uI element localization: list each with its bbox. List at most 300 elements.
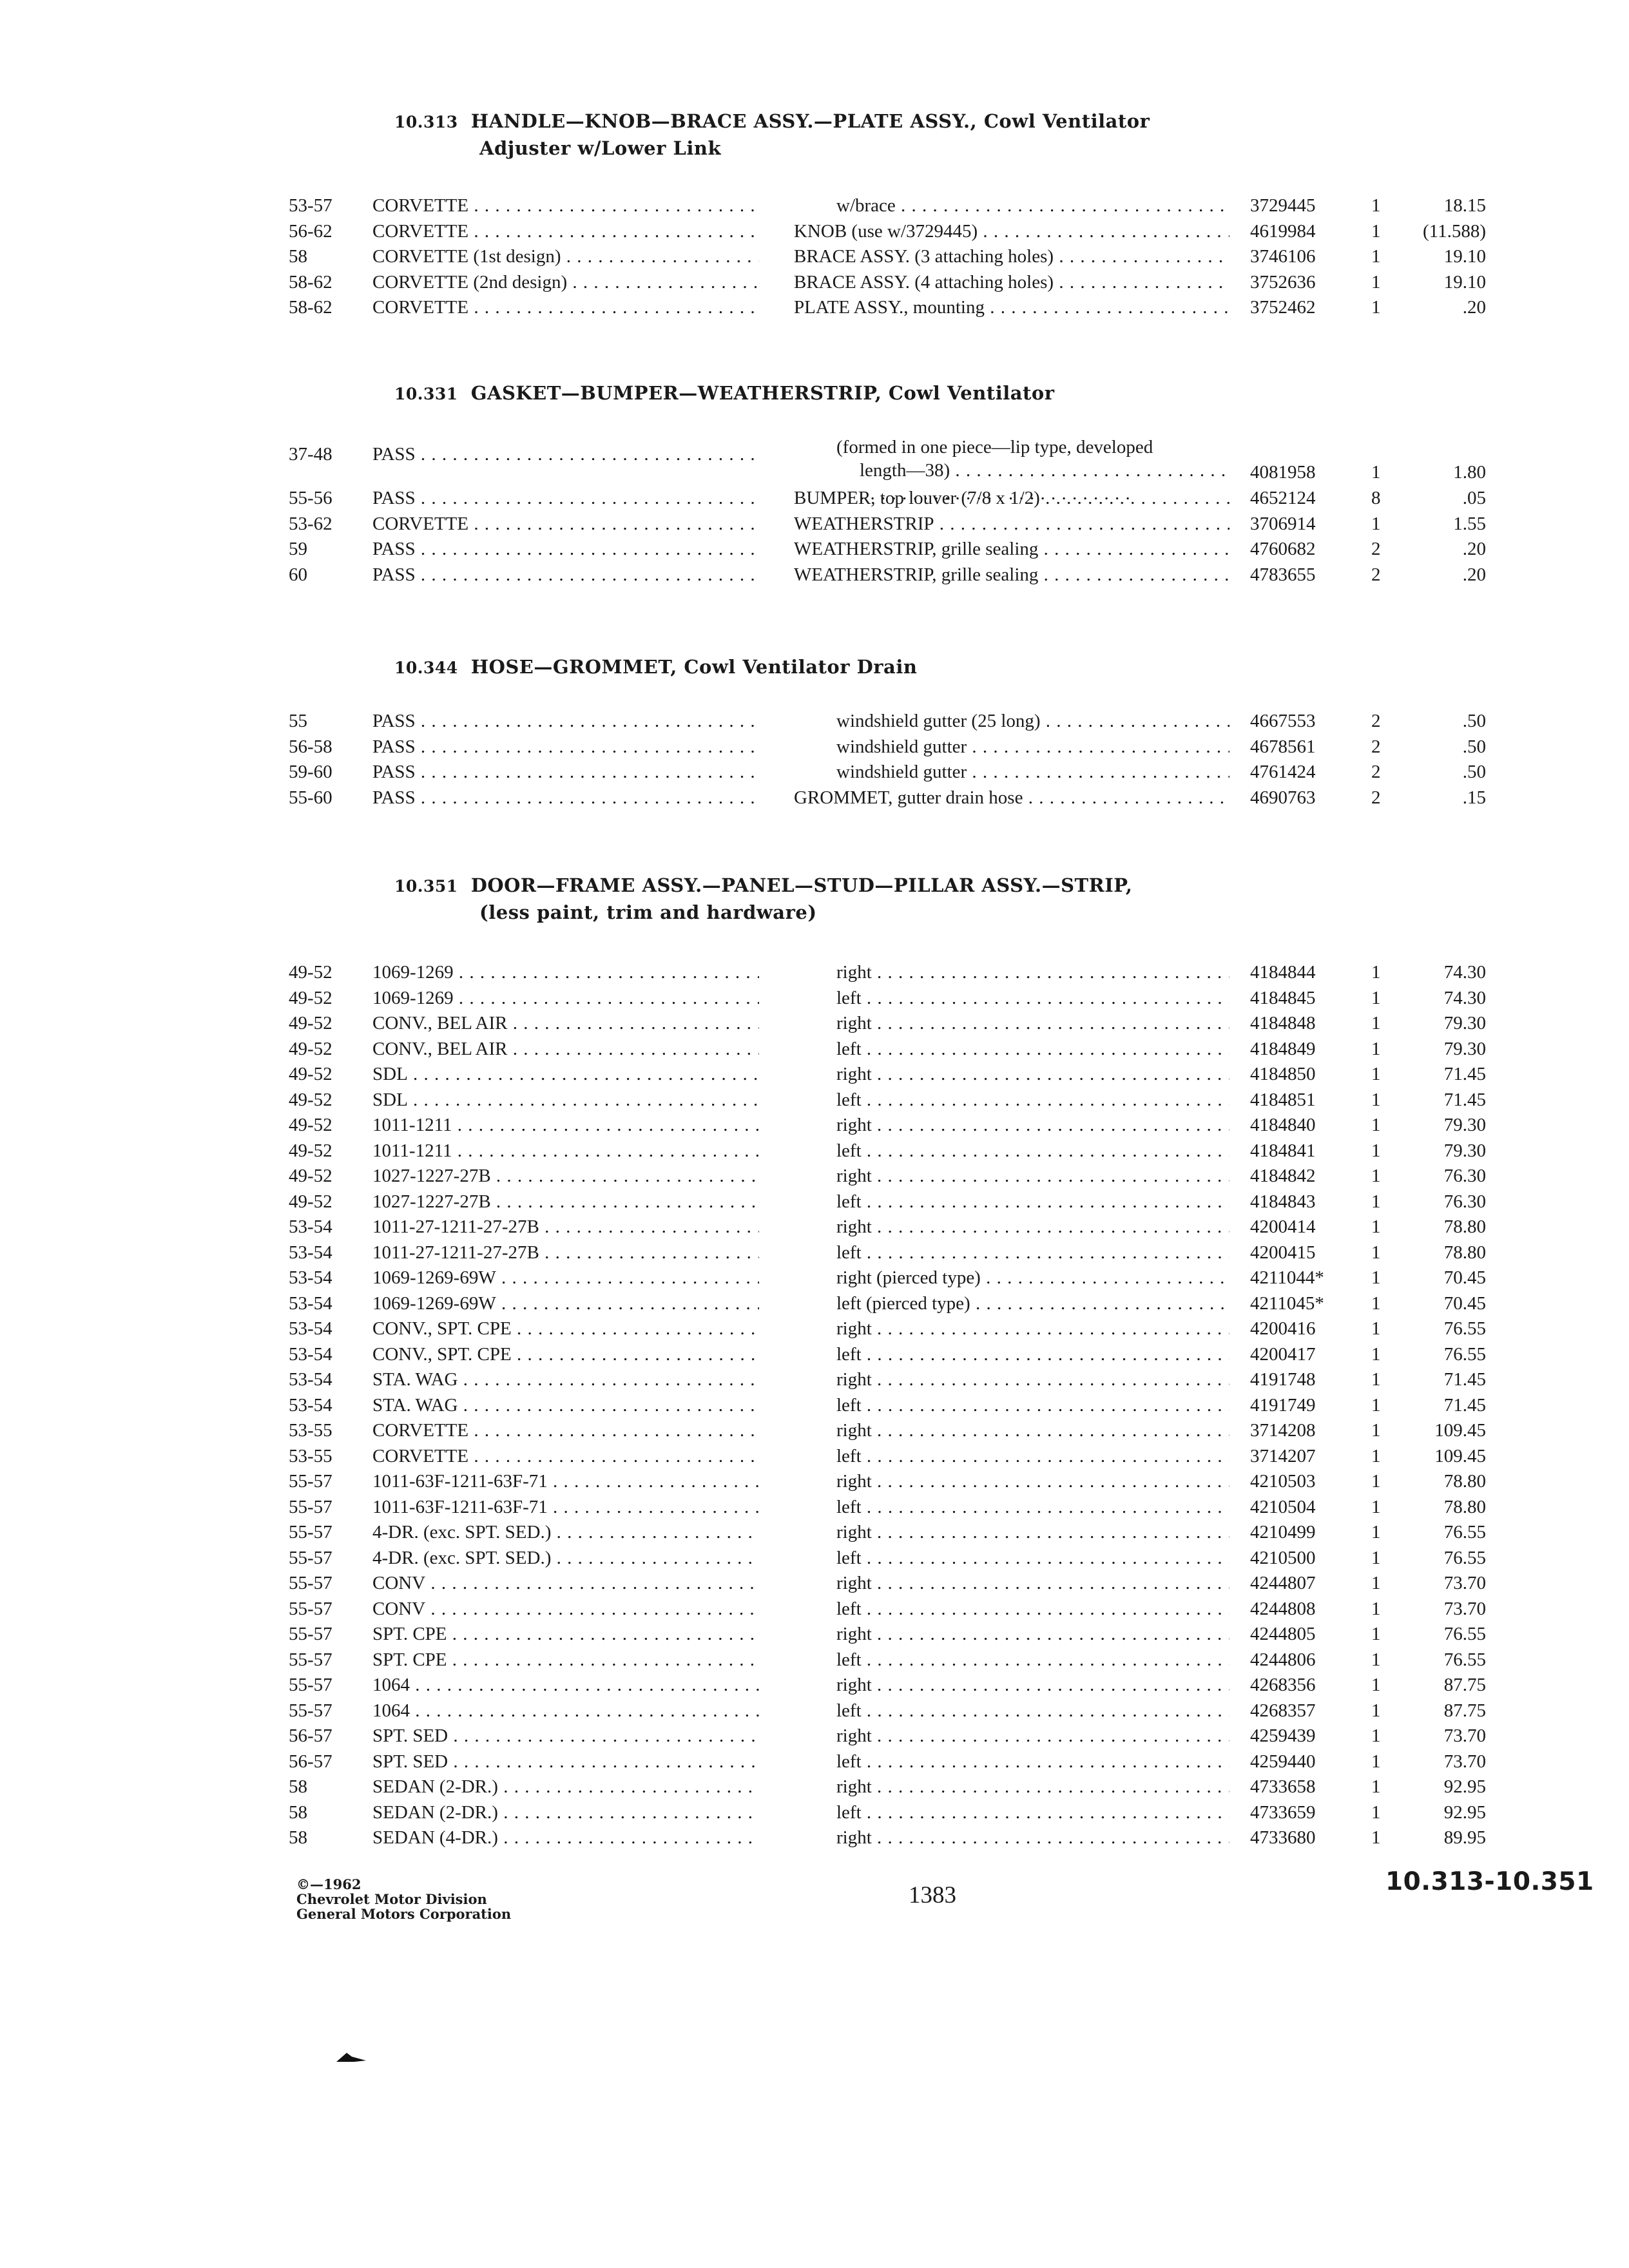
model-name: CONV . . .	[372, 1597, 759, 1622]
model-name: 1064 . . .	[372, 1673, 759, 1698]
description-line-2: length—38) . . .	[836, 459, 1229, 505]
part-number: 4783655	[1250, 564, 1316, 585]
model-name: 1011-27-1211-27-27B . . .	[372, 1215, 759, 1240]
price: 71.45	[1443, 1394, 1486, 1416]
part-number: 3729445	[1250, 195, 1316, 216]
model-name: STA. WAG . . .	[372, 1393, 759, 1419]
year-range: 58	[289, 246, 307, 267]
quantity: 1	[1371, 1445, 1381, 1466]
section-number: 10.351	[394, 877, 458, 896]
year-range: 55-57	[289, 1624, 333, 1644]
part-description: right . . .	[836, 1520, 1229, 1546]
part-number: 4200415	[1250, 1242, 1316, 1263]
price: 71.45	[1443, 1369, 1486, 1390]
part-description: right . . .	[836, 1367, 1229, 1393]
price: 76.55	[1443, 1624, 1486, 1644]
quantity: 1	[1371, 1089, 1381, 1110]
part-description	[836, 436, 1229, 482]
model-name: SPT. CPE . . .	[372, 1648, 759, 1673]
part-description: left . . .	[836, 1749, 1229, 1775]
quantity: 1	[1371, 1700, 1381, 1721]
year-range: 55-57	[289, 1547, 333, 1568]
year-range: 49-52	[289, 1140, 333, 1161]
section-title: GASKET—BUMPER—WEATHERSTRIP, Cowl Ventilator	[470, 382, 1055, 404]
part-number: 4652124	[1250, 488, 1316, 508]
price: 92.95	[1443, 1776, 1486, 1797]
year-range: 58-62	[289, 271, 333, 293]
section-subtitle: (less paint, trim and hardware)	[479, 901, 817, 923]
part-description: left . . .	[836, 1698, 1229, 1724]
quantity: 1	[1371, 1394, 1381, 1416]
quantity: 8	[1371, 488, 1381, 508]
quantity: 1	[1371, 1038, 1381, 1059]
part-description: left . . .	[836, 1546, 1229, 1571]
year-range: 55-60	[289, 787, 333, 808]
year-range: 55-57	[289, 1496, 333, 1517]
year-range: 58	[289, 1776, 307, 1797]
model-name: STA. WAG . . .	[372, 1367, 759, 1393]
part-description: left . . .	[836, 1495, 1229, 1521]
part-description: left . . .	[836, 1139, 1229, 1164]
part-number: 4191748	[1250, 1369, 1316, 1390]
year-range: 56-57	[289, 1751, 333, 1772]
year-range: 49-52	[289, 1089, 333, 1110]
part-description: left . . .	[836, 1800, 1229, 1826]
quantity: 1	[1371, 1140, 1381, 1161]
quantity: 1	[1371, 1293, 1381, 1314]
part-number: 4184842	[1250, 1166, 1316, 1186]
copyright-block	[296, 1877, 511, 1921]
quantity: 1	[1371, 1166, 1381, 1186]
part-number: 4184844	[1250, 962, 1316, 983]
part-number: 4678561	[1250, 736, 1316, 757]
part-description: left . . .	[836, 1444, 1229, 1470]
year-range: 49-52	[289, 1038, 333, 1059]
model-name: PASS . . .	[372, 562, 759, 588]
part-description: left . . .	[836, 1088, 1229, 1113]
part-number: 3714207	[1250, 1445, 1316, 1466]
price: 76.55	[1443, 1318, 1486, 1339]
part-description: WEATHERSTRIP, grille sealing . . .	[794, 537, 1229, 562]
part-description: right . . .	[836, 1113, 1229, 1139]
year-range: 58-62	[289, 297, 333, 318]
section-heading-10344	[394, 654, 917, 681]
model-name: CONV., SPT. CPE . . .	[372, 1316, 759, 1342]
model-name: 1011-63F-1211-63F-71 . . .	[372, 1469, 759, 1495]
model-name: CORVETTE . . .	[372, 295, 759, 321]
model-name: SEDAN (2-DR.) . . .	[372, 1774, 759, 1800]
model-name: CORVETTE . . .	[372, 512, 759, 537]
part-number: 4667553	[1250, 711, 1316, 731]
section-title: DOOR—FRAME ASSY.—PANEL—STUD—PILLAR ASSY.—STRIP,	[470, 874, 1133, 896]
price: 87.75	[1443, 1675, 1486, 1695]
quantity: 1	[1371, 246, 1381, 267]
part-number: 4733680	[1250, 1827, 1316, 1848]
year-range: 53-54	[289, 1293, 333, 1314]
price: 78.80	[1443, 1471, 1486, 1492]
part-number: 4760682	[1250, 539, 1316, 559]
year-range: 53-55	[289, 1445, 333, 1466]
part-number: 4244805	[1250, 1624, 1316, 1644]
year-range: 58	[289, 1827, 307, 1848]
year-range: 55-57	[289, 1598, 333, 1619]
part-description: BRACE ASSY. (4 attaching holes) . . .	[794, 270, 1229, 296]
year-range: 55-57	[289, 1649, 333, 1670]
model-name: 1069-1269 . . .	[372, 986, 759, 1012]
price: 73.70	[1443, 1573, 1486, 1593]
part-description: KNOB (use w/3729445) . . .	[794, 219, 1229, 245]
quantity: 1	[1371, 1343, 1381, 1365]
model-name: CORVETTE . . .	[372, 193, 759, 219]
quantity: 1	[1371, 1013, 1381, 1033]
part-description: WEATHERSTRIP . . .	[794, 512, 1229, 537]
part-number: 4211045*	[1250, 1293, 1324, 1314]
quantity: 1	[1371, 1191, 1381, 1212]
price: 79.30	[1443, 1115, 1486, 1135]
part-number: 4211044*	[1250, 1267, 1324, 1288]
section-title: HOSE—GROMMET, Cowl Ventilator Drain	[470, 656, 918, 678]
year-range: 60	[289, 564, 307, 585]
quantity: 2	[1371, 564, 1381, 585]
year-range: 53-54	[289, 1394, 333, 1416]
year-range: 53-54	[289, 1242, 333, 1263]
copyright-year: ©—1962	[296, 1876, 361, 1892]
model-name: 1011-63F-1211-63F-71 . . .	[372, 1495, 759, 1521]
part-number: 4210503	[1250, 1471, 1316, 1492]
quantity: 1	[1371, 1649, 1381, 1670]
year-range: 56-58	[289, 736, 333, 757]
price: 18.15	[1443, 195, 1486, 216]
year-range: 53-54	[289, 1318, 333, 1339]
model-name: PASS . . .	[372, 735, 759, 760]
part-number: 4244808	[1250, 1598, 1316, 1619]
quantity: 1	[1371, 1420, 1381, 1441]
part-description: right . . .	[836, 1011, 1229, 1037]
year-range: 53-54	[289, 1216, 333, 1237]
part-description: right . . .	[836, 960, 1229, 986]
price: 73.70	[1443, 1598, 1486, 1619]
part-description: right . . .	[836, 1774, 1229, 1800]
quantity: 1	[1371, 1242, 1381, 1263]
model-name: 1011-27-1211-27-27B . . .	[372, 1240, 759, 1266]
year-range: 53-62	[289, 513, 333, 534]
part-number: 4268357	[1250, 1700, 1316, 1721]
corporation-name: General Motors Corporation	[296, 1906, 512, 1922]
model-name: PASS . . .	[372, 760, 759, 785]
year-range: 49-52	[289, 987, 333, 1008]
part-number: 4244806	[1250, 1649, 1316, 1670]
part-description: right . . .	[836, 1316, 1229, 1342]
year-range: 53-55	[289, 1420, 333, 1441]
model-name: PASS . . .	[372, 785, 759, 811]
section-heading-10331	[394, 380, 1055, 407]
model-name: CONV . . .	[372, 1571, 759, 1597]
model-name: PASS . . .	[372, 486, 759, 512]
part-description: right . . .	[836, 1215, 1229, 1240]
part-number: 4210504	[1250, 1496, 1316, 1517]
part-number: 3752462	[1250, 297, 1316, 318]
model-name: CONV., BEL AIR . . .	[372, 1037, 759, 1062]
page-number: 1383	[909, 1882, 956, 1908]
quantity: 1	[1371, 1267, 1381, 1288]
model-name: 4-DR. (exc. SPT. SED.) . . .	[372, 1546, 759, 1571]
quantity: 1	[1371, 1598, 1381, 1619]
part-number: 4184851	[1250, 1089, 1316, 1110]
part-number: 3706914	[1250, 513, 1316, 534]
price: 78.80	[1443, 1216, 1486, 1237]
part-description: left . . .	[836, 1240, 1229, 1266]
quantity: 2	[1371, 787, 1381, 808]
year-range: 59-60	[289, 762, 333, 782]
part-number: 4081958	[1250, 462, 1316, 483]
price: 70.45	[1443, 1267, 1486, 1288]
price: 73.70	[1443, 1751, 1486, 1772]
quantity: 2	[1371, 539, 1381, 559]
price: 74.30	[1443, 987, 1486, 1008]
quantity: 1	[1371, 1725, 1381, 1746]
model-name: CORVETTE (2nd design) . . .	[372, 270, 759, 296]
part-number: 4184850	[1250, 1064, 1316, 1084]
model-name: CONV., BEL AIR . . .	[372, 1011, 759, 1037]
model-name: SPT. CPE . . .	[372, 1622, 759, 1648]
year-range: 53-57	[289, 195, 333, 216]
model-name: SDL . . .	[372, 1088, 759, 1113]
quantity: 1	[1371, 1776, 1381, 1797]
model-name: 1027-1227-27B . . .	[372, 1164, 759, 1189]
price: 79.30	[1443, 1140, 1486, 1161]
model-name: 4-DR. (exc. SPT. SED.) . . .	[372, 1520, 759, 1546]
price: 71.45	[1443, 1064, 1486, 1084]
year-range: 55-57	[289, 1471, 333, 1492]
price: .50	[1462, 711, 1486, 731]
quantity: 2	[1371, 762, 1381, 782]
part-number: 4210500	[1250, 1547, 1316, 1568]
model-name: SEDAN (2-DR.) . . .	[372, 1800, 759, 1826]
price: 73.70	[1443, 1725, 1486, 1746]
part-number: 4268356	[1250, 1675, 1316, 1695]
part-description: left . . .	[836, 1393, 1229, 1419]
part-number: 4761424	[1250, 762, 1316, 782]
model-name: 1027-1227-27B . . .	[372, 1189, 759, 1215]
price: .05	[1462, 488, 1486, 508]
section-number: 10.313	[394, 113, 458, 131]
price: 76.55	[1443, 1522, 1486, 1542]
section-range: 10.313-10.351	[1385, 1867, 1594, 1896]
price: (11.588)	[1423, 220, 1486, 242]
year-range: 49-52	[289, 1191, 333, 1212]
part-description: right . . .	[836, 1469, 1229, 1495]
part-number: 4200416	[1250, 1318, 1316, 1339]
price: 109.45	[1434, 1445, 1486, 1466]
year-range: 49-52	[289, 1064, 333, 1084]
price: .50	[1462, 762, 1486, 782]
part-description: left (pierced type) . . .	[836, 1291, 1229, 1317]
model-name: SPT. SED . . .	[372, 1724, 759, 1749]
part-description: BRACE ASSY. (3 attaching holes) . . .	[794, 244, 1229, 270]
part-number: 4184840	[1250, 1115, 1316, 1135]
price: 70.45	[1443, 1293, 1486, 1314]
price: 109.45	[1434, 1420, 1486, 1441]
price: 76.55	[1443, 1547, 1486, 1568]
model-name: SPT. SED . . .	[372, 1749, 759, 1775]
part-description: right . . .	[836, 1622, 1229, 1648]
price: 76.55	[1443, 1649, 1486, 1670]
year-range: 58	[289, 1802, 307, 1823]
part-description: right . . .	[836, 1724, 1229, 1749]
year-range: 55-57	[289, 1522, 333, 1542]
model-name: 1064 . . .	[372, 1698, 759, 1724]
part-number: 4619984	[1250, 220, 1316, 242]
part-number: 4733658	[1250, 1776, 1316, 1797]
model-name: SDL . . .	[372, 1062, 759, 1088]
part-number: 4184845	[1250, 987, 1316, 1008]
year-range: 55-57	[289, 1700, 333, 1721]
part-description: right . . .	[836, 1825, 1229, 1851]
year-range: 49-52	[289, 1115, 333, 1135]
price: .20	[1462, 297, 1486, 318]
model-name: 1011-1211 . . .	[372, 1139, 759, 1164]
year-range: 55	[289, 711, 307, 731]
price: 79.30	[1443, 1013, 1486, 1033]
quantity: 1	[1371, 1318, 1381, 1339]
price: 87.75	[1443, 1700, 1486, 1721]
quantity: 1	[1371, 987, 1381, 1008]
quantity: 1	[1371, 1369, 1381, 1390]
part-number: 4259440	[1250, 1751, 1316, 1772]
quantity: 1	[1371, 1751, 1381, 1772]
price: 78.80	[1443, 1496, 1486, 1517]
part-number: 4191749	[1250, 1394, 1316, 1416]
year-range: 59	[289, 539, 307, 559]
year-range: 49-52	[289, 962, 333, 983]
model-name: CORVETTE . . .	[372, 1418, 759, 1444]
part-description: right . . .	[836, 1571, 1229, 1597]
part-description: BUMPER, top louver (7/8 x 1/2) . . .	[794, 486, 1229, 512]
model-name: 1011-1211 . . .	[372, 1113, 759, 1139]
price: 1.55	[1453, 513, 1486, 534]
part-description: left . . .	[836, 1037, 1229, 1062]
part-number: 3746106	[1250, 246, 1316, 267]
part-description: left . . .	[836, 1597, 1229, 1622]
year-range: 49-52	[289, 1166, 333, 1186]
quantity: 1	[1371, 1675, 1381, 1695]
part-description: right . . .	[836, 1418, 1229, 1444]
year-range: 53-54	[289, 1343, 333, 1365]
price: .20	[1462, 564, 1486, 585]
year-range: 53-54	[289, 1267, 333, 1288]
quantity: 1	[1371, 1547, 1381, 1568]
part-number: 4200417	[1250, 1343, 1316, 1365]
quantity: 1	[1371, 1624, 1381, 1644]
year-range: 49-52	[289, 1013, 333, 1033]
part-number: 4733659	[1250, 1802, 1316, 1823]
year-range: 56-57	[289, 1725, 333, 1746]
model-name: CORVETTE . . .	[372, 1444, 759, 1470]
part-description: left . . .	[836, 1648, 1229, 1673]
year-range: 37-48	[289, 444, 333, 465]
part-number: 3714208	[1250, 1420, 1316, 1441]
model-name: PASS . . .	[372, 709, 759, 735]
part-number: 4244807	[1250, 1573, 1316, 1593]
quantity: 1	[1371, 513, 1381, 534]
part-number: 4184849	[1250, 1038, 1316, 1059]
model-name: PASS . . .	[372, 442, 759, 468]
model-name: PASS . . .	[372, 537, 759, 562]
model-name: 1069-1269-69W . . .	[372, 1291, 759, 1317]
description-line-1: (formed in one piece—lip type, developed	[836, 437, 1153, 457]
quantity: 2	[1371, 711, 1381, 731]
part-description: left . . .	[836, 1189, 1229, 1215]
section-title: HANDLE—KNOB—BRACE ASSY.—PLATE ASSY., Cowl Ventilator	[470, 110, 1150, 132]
part-description: left . . .	[836, 986, 1229, 1012]
price: 76.55	[1443, 1343, 1486, 1365]
model-name: SEDAN (4-DR.) . . .	[372, 1825, 759, 1851]
quantity: 1	[1371, 220, 1381, 242]
model-name: CORVETTE . . .	[372, 219, 759, 245]
part-description: right . . .	[836, 1164, 1229, 1189]
price: 71.45	[1443, 1089, 1486, 1110]
price: 78.80	[1443, 1242, 1486, 1263]
quantity: 1	[1371, 1573, 1381, 1593]
part-description: GROMMET, gutter drain hose . . .	[794, 785, 1229, 811]
quantity: 1	[1371, 297, 1381, 318]
quantity: 1	[1371, 1496, 1381, 1517]
part-description: w/brace . . .	[836, 193, 1229, 219]
part-description: right . . .	[836, 1673, 1229, 1698]
model-name: CONV., SPT. CPE . . .	[372, 1342, 759, 1368]
part-description: PLATE ASSY., mounting . . .	[794, 295, 1229, 321]
year-range: 53-54	[289, 1369, 333, 1390]
year-range: 55-57	[289, 1573, 333, 1593]
quantity: 1	[1371, 1471, 1381, 1492]
price: 92.95	[1443, 1802, 1486, 1823]
part-description: right . . .	[836, 1062, 1229, 1088]
price: .20	[1462, 539, 1486, 559]
quantity: 1	[1371, 271, 1381, 293]
quantity: 1	[1371, 1827, 1381, 1848]
model-name: 1069-1269-69W . . .	[372, 1265, 759, 1291]
part-description: windshield gutter (25 long) . . .	[836, 709, 1229, 735]
quantity: 1	[1371, 195, 1381, 216]
section-number: 10.344	[394, 658, 458, 677]
price: .50	[1462, 736, 1486, 757]
price: 19.10	[1443, 271, 1486, 293]
quantity: 2	[1371, 736, 1381, 757]
part-number: 3752636	[1250, 271, 1316, 293]
section-number: 10.331	[394, 385, 458, 403]
quantity: 1	[1371, 1522, 1381, 1542]
part-description: windshield gutter . . .	[836, 735, 1229, 760]
part-description: windshield gutter . . .	[836, 760, 1229, 785]
part-number: 4690763	[1250, 787, 1316, 808]
part-number: 4200414	[1250, 1216, 1316, 1237]
year-range: 55-56	[289, 488, 333, 508]
year-range: 56-62	[289, 220, 333, 242]
part-description: left . . .	[836, 1342, 1229, 1368]
part-number: 4210499	[1250, 1522, 1316, 1542]
price: 79.30	[1443, 1038, 1486, 1059]
price: 76.30	[1443, 1166, 1486, 1186]
price: 1.80	[1453, 462, 1486, 483]
part-number: 4184843	[1250, 1191, 1316, 1212]
quantity: 1	[1371, 1802, 1381, 1823]
part-description: WEATHERSTRIP, grille sealing . . .	[794, 562, 1229, 588]
part-description: right (pierced type) . . .	[836, 1265, 1229, 1291]
model-name: CORVETTE (1st design) . . .	[372, 244, 759, 270]
part-number: 4184841	[1250, 1140, 1316, 1161]
quantity: 1	[1371, 962, 1381, 983]
section-heading-10351	[394, 872, 1132, 925]
